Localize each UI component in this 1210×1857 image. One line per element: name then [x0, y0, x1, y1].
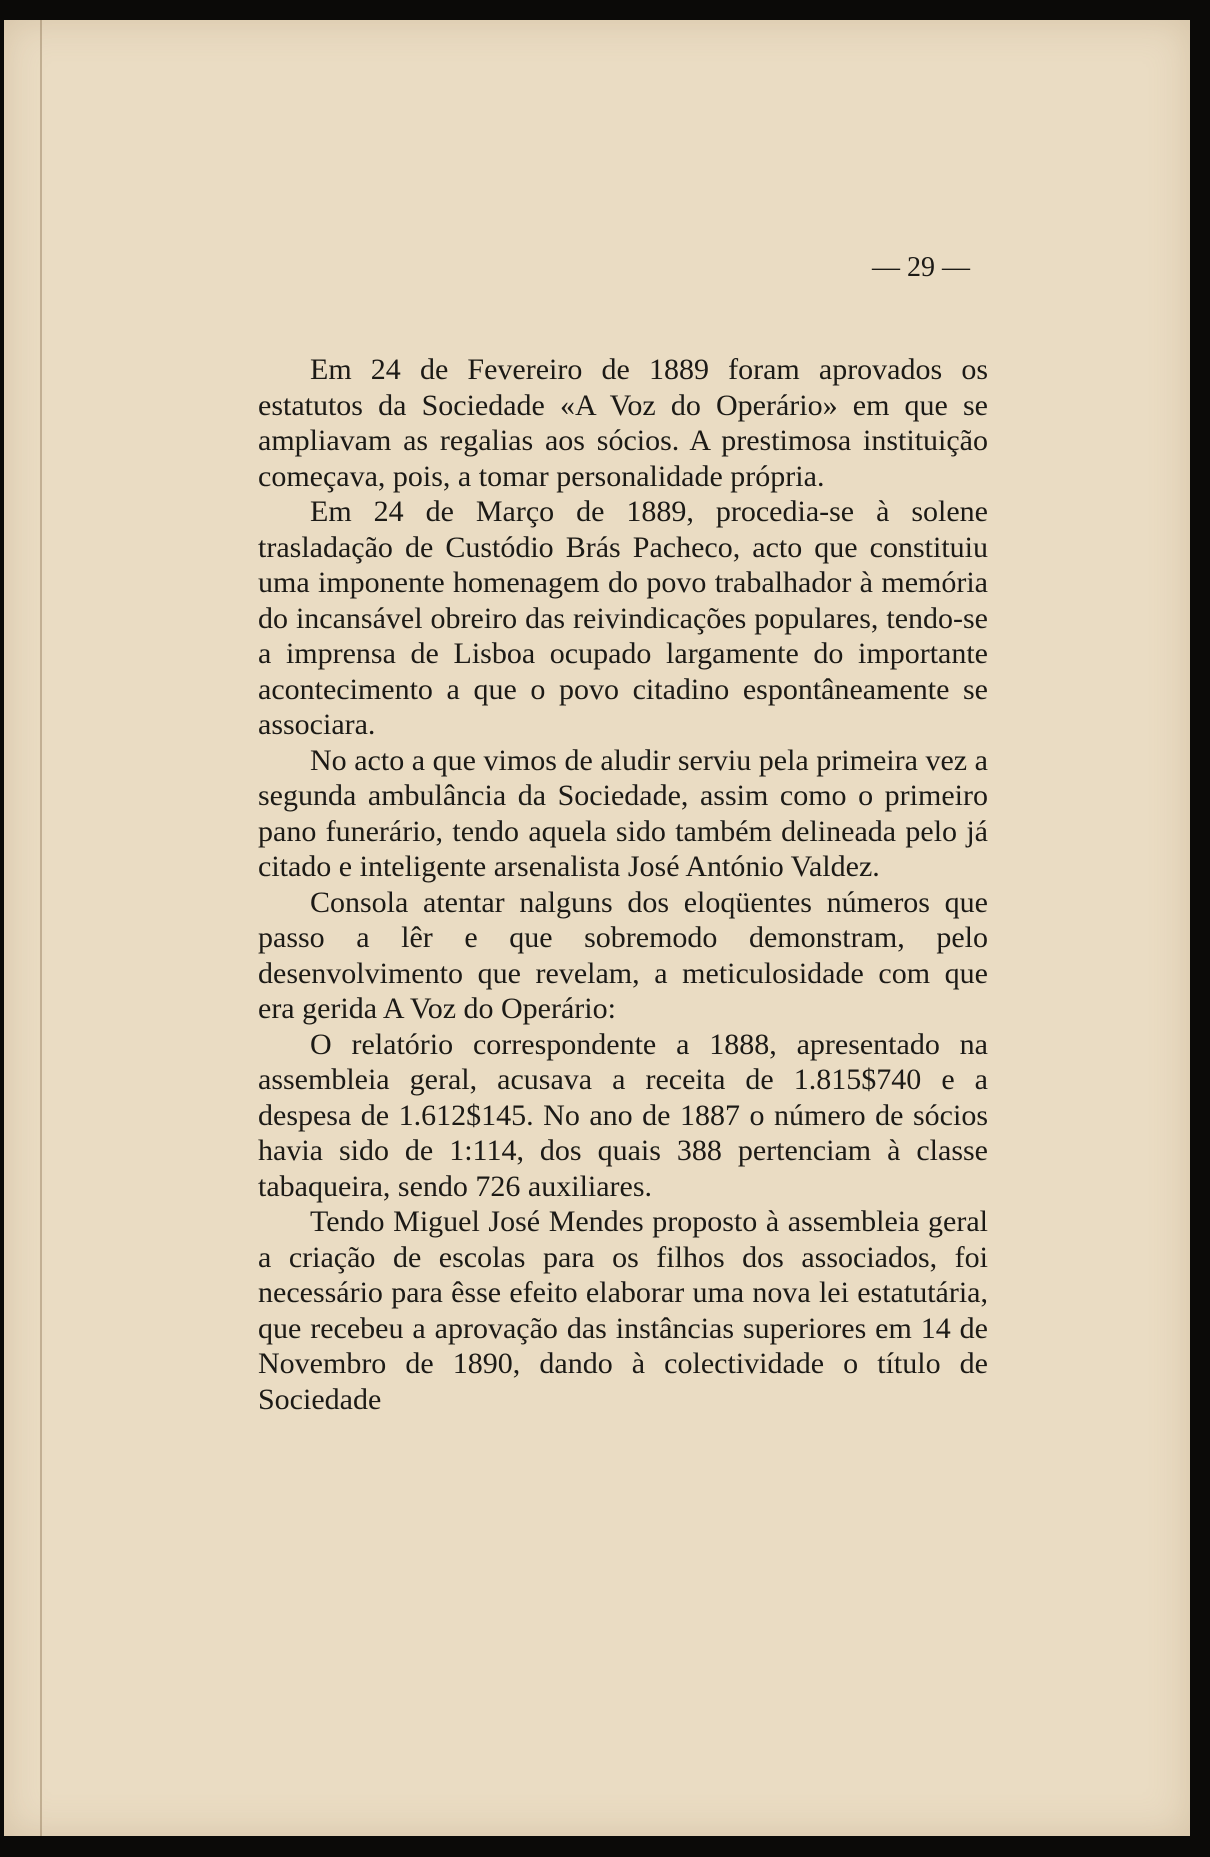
- paragraph: Tendo Miguel José Mendes proposto à assembleia geral a criação de escolas para os filhos dos associados, foi necessário para êsse efeito elaborar uma nova lei estatutária, que recebeu a aprovação das instâncias superiores em 14 de Novembro de 1890, dando à colectividade o título de Sociedade: [258, 1205, 988, 1416]
- paragraph: Em 24 de Março de 1889, procedia-se à solene trasladação de Custódio Brás Pacheco, acto que constituiu uma imponente homenagem do povo trabalhador à memória do incansável obreiro das reivindicações populares, tendo-se a imprensa de Lisboa ocupado largamente do importante acontecimento a que o povo citadino espontâneamente se associara.: [258, 495, 988, 741]
- paragraph: Em 24 de Fevereiro de 1889 foram aprovados os estatutos da Sociedade «A Voz do Operário» em que se ampliavam as regalias aos sócios. A prestimosa instituição começava, pois, a tomar personalidade própria.: [258, 353, 988, 493]
- paragraph: Consola atentar nalguns dos eloqüentes números que passo a lêr e que sobremodo demonstram, pelo desenvolvimento que revelam, a meticulosidade com que era gerida A Voz do Operário:: [258, 885, 988, 1025]
- body-text: [258, 352, 988, 1417]
- paragraph: O relatório correspondente a 1888, apresentado na assembleia geral, acusava a receita de 1.815$740 e a despesa de 1.612$145. No ano de 1887 o número de sócios havia sido de 1:114, dos quais 388 pertenciam à classe tabaqueira, sendo 726 auxiliares.: [258, 1027, 988, 1203]
- book-page: [4, 20, 1190, 1836]
- page-number: — 29 —: [872, 252, 970, 283]
- binding-edge: [40, 20, 42, 1836]
- paragraph: No acto a que vimos de aludir serviu pela primeira vez a segunda ambulância da Sociedade, assim como o primeiro pano funerário, tendo aquela sido também delineada pelo já citado e inteligente arsenalista José António Valdez.: [258, 743, 988, 883]
